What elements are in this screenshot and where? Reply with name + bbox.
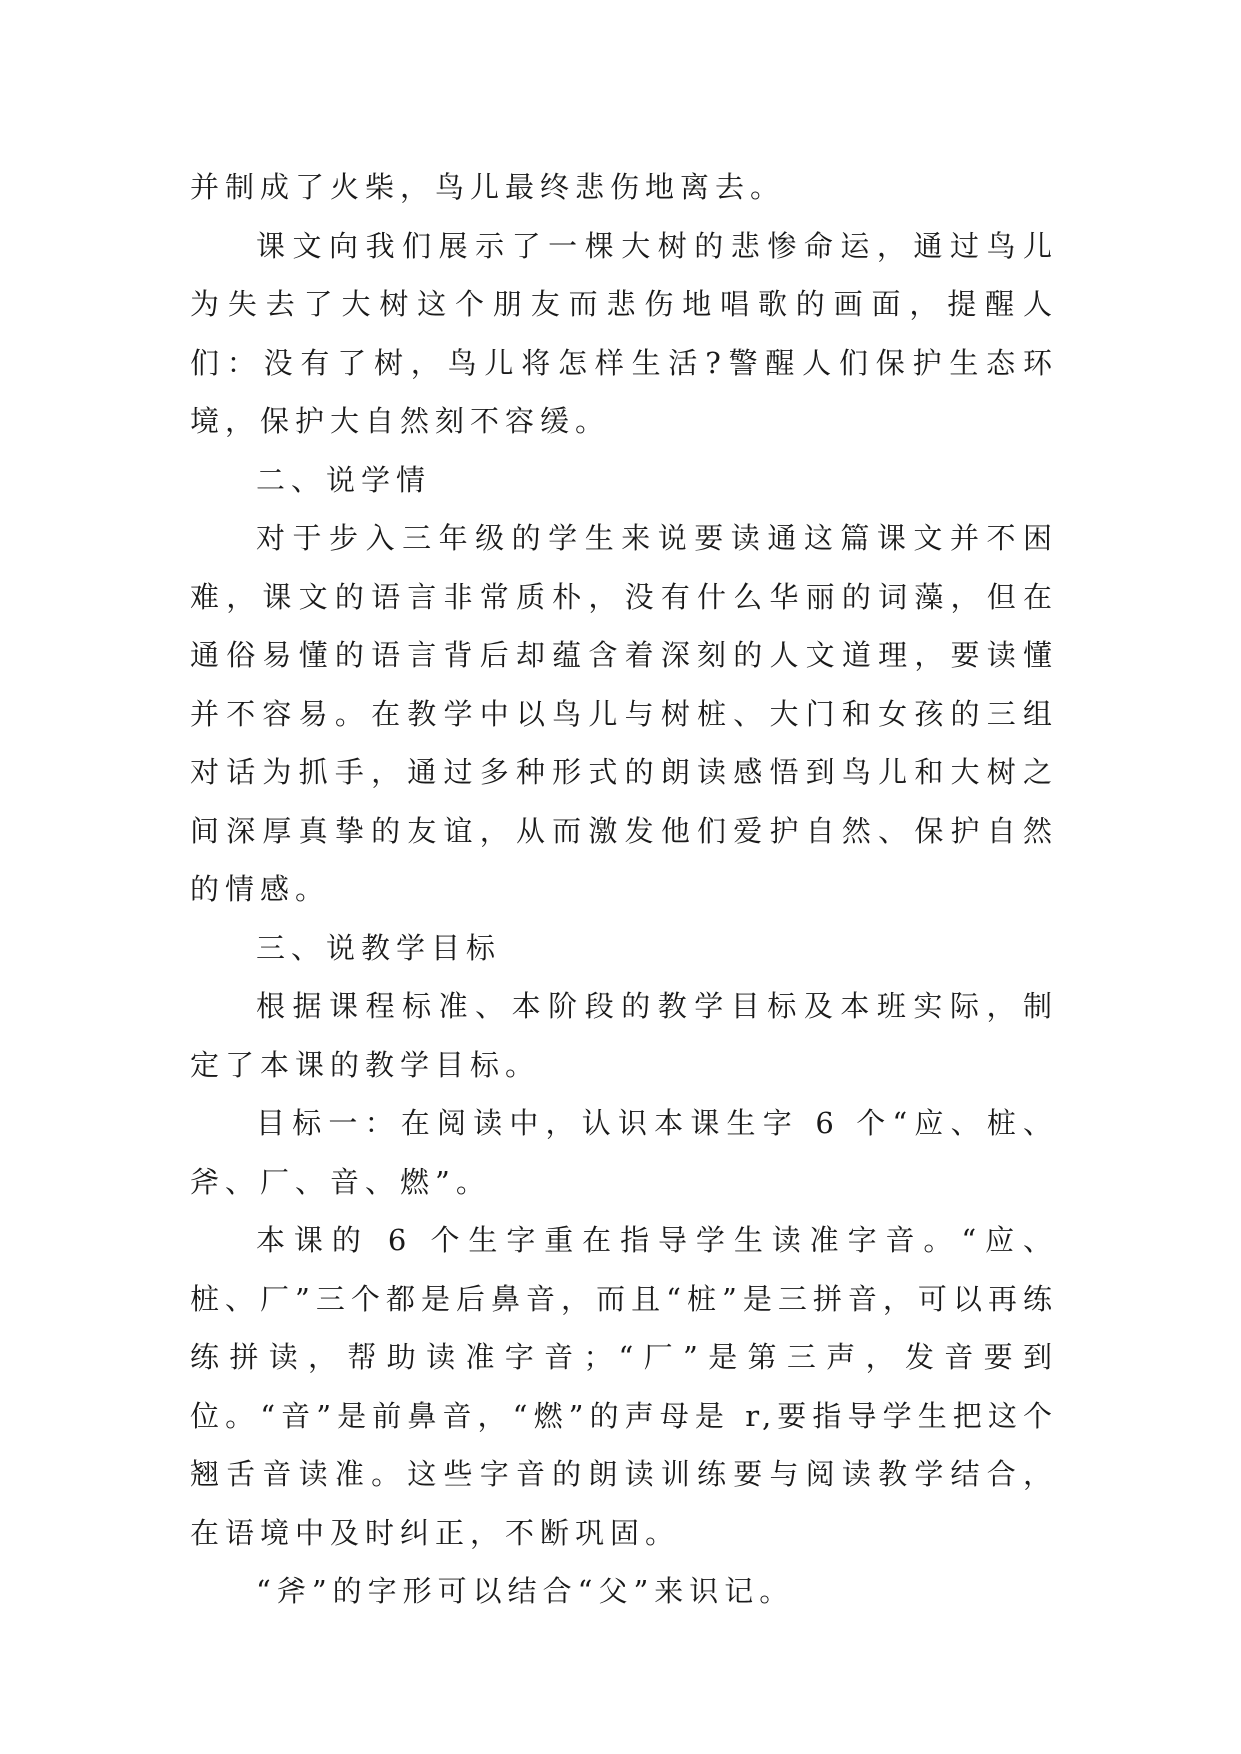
paragraph: 根据课程标准、本阶段的教学目标及本班实际，制定了本课的教学目标。 (190, 989, 1058, 1082)
section-heading: 三、说教学目标 (256, 930, 502, 965)
paragraph: 并制成了火柴，鸟儿最终悲伤地离去。 (190, 170, 786, 204)
document-body (190, 158, 1058, 1621)
paragraph: 课文向我们展示了一棵大树的悲惨命运，通过鸟儿为失去了大树这个朋友而悲伤地唱歌的画面，提醒人们：没有了树，鸟儿将怎样生活?警醒人们保护生态环境，保护大自然刻不容缓。 (190, 228, 1058, 438)
paragraph: 目标一：在阅读中，认识本课生字 6 个“应、桩、斧、厂、音、燃”。 (190, 1106, 1058, 1199)
paragraph: “斧”的字形可以结合“父”来识记。 (256, 1574, 795, 1608)
paragraph: 本课的 6 个生字重在指导学生读准字音。“应、桩、厂”三个都是后鼻音，而且“桩”是三拼音，可以再练练拼读，帮助读准字音；“厂”是第三声，发音要到位。“音”是前鼻音，“燃”的声母是 r,要指导学生把这个翘舌音读准。这些字音的朗读训练要与阅读教学结合，在语境中及时纠正，不断巩固。 (190, 1223, 1058, 1550)
paragraph: 对于步入三年级的学生来说要读通这篇课文并不困难，课文的语言非常质朴，没有什么华丽的词藻，但在通俗易懂的语言背后却蕴含着深刻的人文道理，要读懂并不容易。在教学中以鸟儿与树桩、大门和女孩的三组对话为抓手，通过多种形式的朗读感悟到鸟儿和大树之间深厚真挚的友谊，从而激发他们爱护自然、保护自然的情感。 (190, 521, 1058, 906)
section-heading: 二、说学情 (256, 462, 432, 497)
